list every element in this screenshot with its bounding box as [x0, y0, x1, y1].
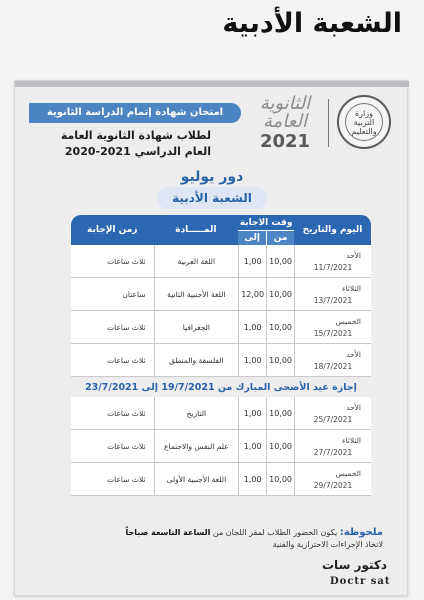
header-date: اليوم والتاريخ	[294, 215, 371, 245]
table-row	[71, 344, 371, 377]
branch-chip: الشعبة الأدبية	[157, 187, 267, 209]
watermark-latin: Doctr sat	[330, 576, 391, 587]
day-name: الخميس	[335, 316, 361, 326]
day-date: 15/7/2021	[313, 328, 353, 338]
to-cell: 1,00	[238, 463, 266, 496]
header-line-1: لطلاب شهادة الثانوية العامة	[60, 129, 211, 142]
from-cell: 10,00	[266, 430, 294, 463]
to-cell: 1,00	[238, 397, 266, 430]
answer-cell: ثلاث ساعات	[71, 245, 154, 278]
header-banner: امتحان شهادة إتمام الدراسة الثانوية	[29, 103, 241, 123]
from-cell: 10,00	[266, 344, 294, 377]
subject-cell: اللغة العربية	[154, 245, 239, 278]
session-label: دور يوليو	[180, 169, 244, 185]
to-cell: 1,00	[238, 430, 266, 463]
day-name: الثلاثاء	[341, 435, 361, 445]
from-cell: 10,00	[266, 463, 294, 496]
answer-cell: ساعتان	[71, 278, 154, 311]
header-to: إلى	[238, 231, 266, 245]
date-cell	[294, 463, 371, 496]
day-name: الأحد	[346, 402, 361, 412]
logo-divider	[328, 99, 329, 147]
seal-text: وزارة التربية والتعليم	[351, 108, 377, 136]
subject-cell: اللغة الأجنبية الأولى	[154, 463, 239, 496]
header-subject: المـــــادة	[154, 215, 239, 245]
schedule-table	[71, 215, 371, 496]
subject-cell: التاريخ	[154, 397, 239, 430]
table-row	[71, 463, 371, 496]
table-row	[71, 245, 371, 278]
header-line-2: العام الدراسي 2021-2020	[64, 145, 211, 158]
to-cell: 1,00	[238, 344, 266, 377]
answer-cell: ثلاث ساعات	[71, 430, 154, 463]
date-cell	[294, 397, 371, 430]
ministry-seal-icon	[337, 95, 391, 149]
note-label: ملحوظة:	[339, 527, 383, 538]
day-date: 27/7/2021	[313, 447, 353, 457]
answer-cell: ثلاث ساعات	[71, 344, 154, 377]
day-date: 18/7/2021	[313, 361, 353, 371]
note-strong-time: الساعة التاسعة صباحاً	[125, 528, 211, 537]
note-text-1: يكون الحضور الطلاب لمقر اللجان من	[212, 528, 338, 537]
day-date: 13/7/2021	[313, 295, 353, 305]
header-from: من	[266, 231, 294, 245]
note-text-2: لاتخاذ الإجراءات الاحترازية والفنية	[272, 540, 383, 549]
watermark-arabic: دكتور سات	[322, 558, 388, 572]
day-name: الأحد	[346, 349, 361, 359]
answer-cell: ثلاث ساعات	[71, 397, 154, 430]
holiday-text: إجازة عيد الأضحى المبارك من 19/7/2021 إلى 23/7/2021	[71, 377, 371, 397]
subject-cell: اللغة الأجنبية الثانية	[154, 278, 239, 311]
table-row	[71, 278, 371, 311]
to-cell: 1,00	[238, 245, 266, 278]
day-date: 11/7/2021	[313, 262, 353, 272]
table-row	[71, 311, 371, 344]
date-cell	[294, 245, 371, 278]
note-block	[63, 527, 383, 551]
exam-schedule-poster	[14, 80, 408, 596]
header-time: وقت الاجابة	[238, 215, 294, 231]
from-cell: 10,00	[266, 397, 294, 430]
logo-wordmark: الثانوية العامة	[259, 93, 311, 132]
date-cell	[294, 344, 371, 377]
date-cell	[294, 311, 371, 344]
from-cell: 10,00	[266, 311, 294, 344]
day-date: 29/7/2021	[313, 480, 353, 490]
day-name: الثلاثاء	[341, 283, 361, 293]
subject-cell: علم النفس والاجتماع	[154, 430, 239, 463]
date-cell	[294, 278, 371, 311]
day-name: الأحد	[346, 250, 361, 260]
date-cell	[294, 430, 371, 463]
to-cell: 1,00	[238, 311, 266, 344]
day-date: 25/7/2021	[313, 414, 353, 424]
from-cell: 10,00	[266, 245, 294, 278]
from-cell: 10,00	[266, 278, 294, 311]
table-row	[71, 397, 371, 430]
logo-area	[241, 91, 391, 157]
poster-top-band	[15, 81, 409, 87]
holiday-row	[71, 377, 371, 397]
answer-cell: ثلاث ساعات	[71, 463, 154, 496]
day-name: الخميس	[335, 468, 361, 478]
to-cell: 12,00	[238, 278, 266, 311]
logo-year: 2021	[259, 131, 311, 152]
page-title: الشعبة الأدبية	[222, 8, 402, 39]
table-row	[71, 430, 371, 463]
header-answer: زمن الإجابة	[71, 215, 154, 245]
subject-cell: الفلسفة والمنطق	[154, 344, 239, 377]
subject-cell: الجغرافيا	[154, 311, 239, 344]
answer-cell: ثلاث ساعات	[71, 311, 154, 344]
